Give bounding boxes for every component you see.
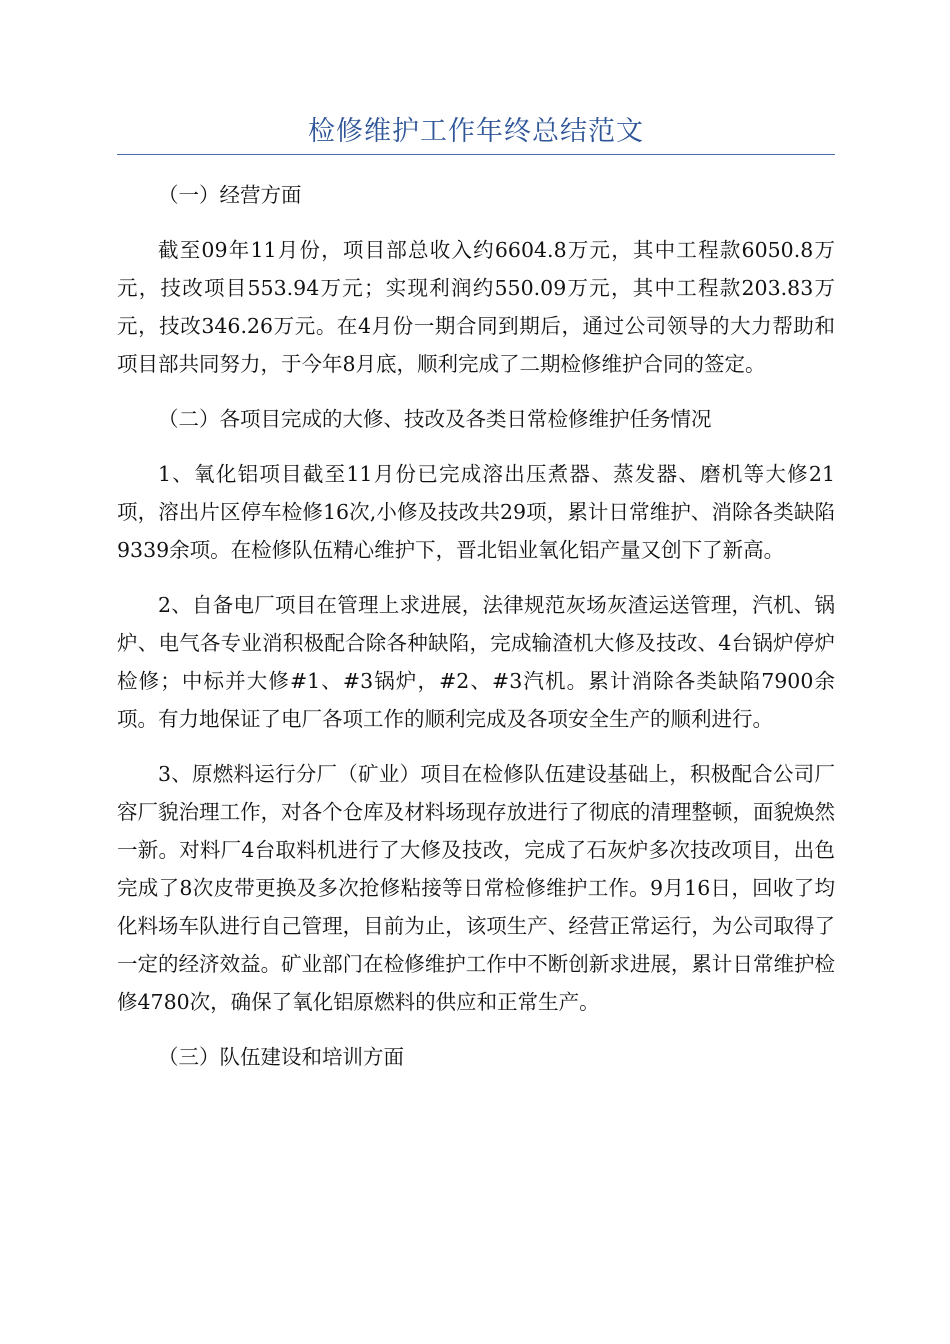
title-underline-divider (117, 154, 835, 155)
paragraph-power-plant-project: 2、自备电厂项目在管理上求进展，法律规范灰场灰渣运送管理，汽机、锅炉、电气各专业消积极配合除各种缺陷，完成输渣机大修及技改、4台锅炉停炉检修；中标并大修#1、#3锅炉，#2、#3汽机。累计消除各类缺陷7900余项。有力地保证了电厂各项工作的顺利完成及各项安全生产的顺利进行。 (117, 593, 835, 731)
section-heading-project-tasks: （二）各项目完成的大修、技改及各类日常检修维护任务情况 (158, 407, 712, 431)
document-title: 检修维护工作年终总结范文 (308, 116, 644, 147)
section-heading-team-training: （三）队伍建设和培训方面 (158, 1045, 404, 1069)
paragraph-raw-fuel-project: 3、原燃料运行分厂（矿业）项目在检修队伍建设基础上，积极配合公司厂容厂貌治理工作，对各个仓库及材料场现存放进行了彻底的清理整顿，面貌焕然一新。对料厂4台取料机进行了大修及技改，完成了石灰炉多次技改项目，出色完成了8次皮带更换及多次抢修粘接等日常检修维护工作。9月16日，回收了均化料场车队进行自己管理，目前为止，该项生产、经营正常运行，为公司取得了一定的经济效益。矿业部门在检修维护工作中不断创新求进展，累计日常维护检修4780次，确保了氧化铝原燃料的供应和正常生产。 (117, 762, 835, 1014)
paragraph-operations-revenue: 截至09年11月份，项目部总收入约6604.8万元，其中工程款6050.8万元，技改项目553.94万元；实现利润约550.09万元，其中工程款203.83万元，技改346.26万元。在4月份一期合同到期后，通过公司领导的大力帮助和项目部共同努力，于今年8月底，顺利完成了二期检修维护合同的签定。 (117, 238, 835, 376)
document-body (117, 176, 835, 1093)
section-heading-operations: （一）经营方面 (158, 183, 302, 207)
paragraph-alumina-project: 1、氧化铝项目截至11月份已完成溶出压煮器、蒸发器、磨机等大修21项，溶出片区停车检修16次,小修及技改共29项，累计日常维护、消除各类缺陷9339余项。在检修队伍精心维护下，晋北铝业氧化铝产量又创下了新高。 (117, 462, 835, 562)
